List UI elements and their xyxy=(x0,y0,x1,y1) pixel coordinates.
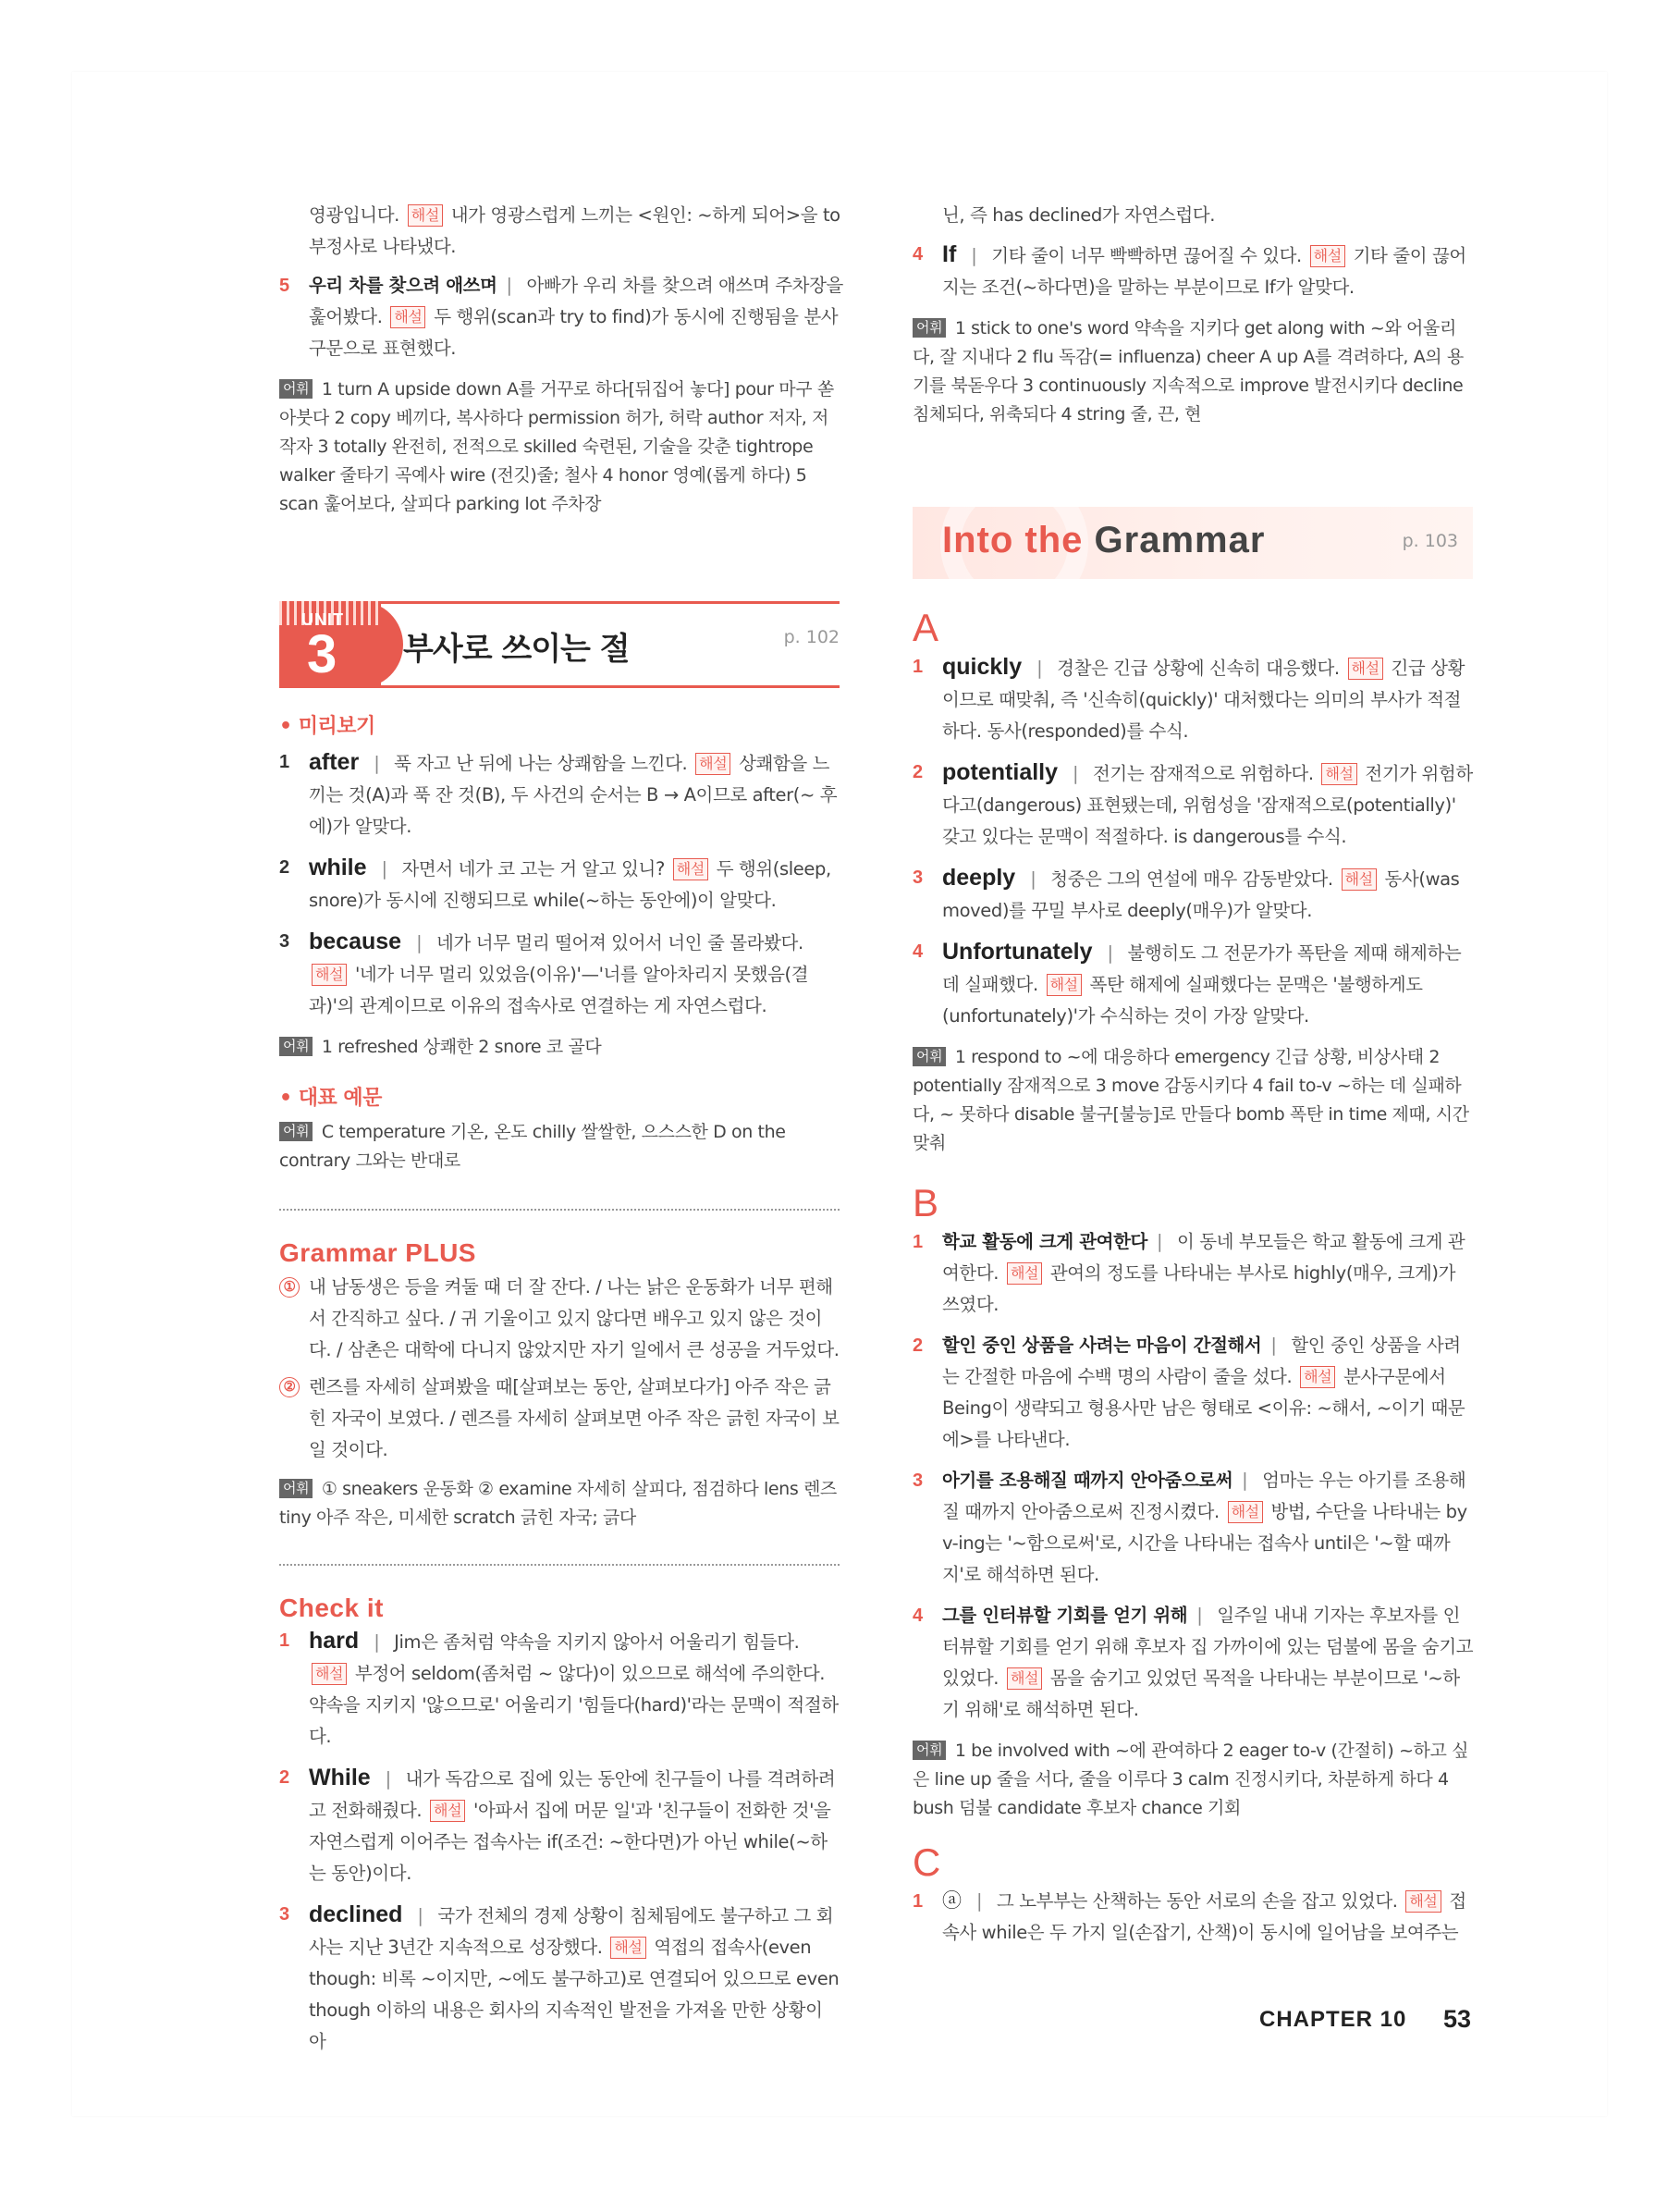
explanation: 전기가 위험하다고(dangerous) 표현됐는데, 위험성을 '잠재적으로(potentially)' 갖고 있다는 문맥이 적절하다. is dangerous를 수식. xyxy=(942,763,1473,847)
item-number: 5 xyxy=(279,276,289,296)
unit-page-ref: p. 102 xyxy=(783,627,840,647)
explanation-tag: 해설 xyxy=(1348,658,1383,680)
check-item-3: 3 declined | 국가 전체의 경제 상황이 침체됨에도 불구하고 그 회사는 지난 3년간 지속적으로 성장했다. 해설 역접의 접속사(even though: 비록 ~이지만, ~에도 불구하고)로 연결되어 있으므로 even though 이하의 내용은 회사의 지속적인 발전을 가져올 만한 상황이 아 xyxy=(279,1901,840,2052)
translation: 기타 줄이 너무 빡빡하면 끊어질 수 있다. xyxy=(991,245,1302,266)
preview-item-2: 2 while | 자면서 네가 코 고는 거 알고 있니? 해설 두 행위(sleep, snore)가 동시에 진행되므로 while(~하는 동안에)이 알맞다. xyxy=(279,855,831,911)
explanation-tag: 해설 xyxy=(610,1937,645,1959)
vocab-block xyxy=(279,1118,843,1175)
vocab-text: 1 refreshed 상쾌한 2 snore 코 골다 xyxy=(321,1037,602,1057)
vocab-tag: 어휘 xyxy=(913,1741,946,1760)
answer: declined xyxy=(309,1901,403,1927)
right-column xyxy=(913,200,1475,429)
explanation-tag: 해설 xyxy=(1310,245,1345,267)
explanation: 부정어 seldom(좀처럼 ~ 않다)이 있으므로 해석에 주의한다. 약속을 지키지 '않으므로' 어울리기 '힘들다(hard)'라는 문맥이 적절하다. xyxy=(309,1663,839,1747)
vocab-block xyxy=(913,314,1475,429)
right-exercises xyxy=(913,607,1475,1949)
translation: 엄마는 우는 아기를 조용해질 때까지 안아줌으로써 진정시켰다. xyxy=(942,1470,1466,1522)
explanation: 폭탄 해제에 실패했다는 문맥은 '불행하게도(unfortunately)'가 수식하는 것이 가장 알맞다. xyxy=(942,974,1423,1027)
continued-paragraph: 닌, 즉 has declined가 자연스럽다. xyxy=(942,204,1216,226)
text: 내가 영광스럽게 느끼는 <원인: ~하게 되어>을 to부정사로 나타냈다. xyxy=(309,204,840,257)
check-item-1: 1 hard | Jim은 좀처럼 약속을 지키지 않아서 어울리기 힘들다. 해설 부정어 seldom(좀처럼 ~ 않다)이 있으므로 해석에 주의한다. 약속을 지키지 '않으므로' 어울리기 '힘들다(hard)'라는 문맥이 적절하다. xyxy=(279,1628,839,1747)
into-the-grammar-banner xyxy=(913,507,1473,579)
translation: 국가 전체의 경제 상황이 침체됨에도 불구하고 그 회사는 지난 3년간 지속적으로 성장했다. xyxy=(309,1905,834,1958)
translation: 내 남동생은 등을 켜둘 때 더 잘 잔다. / 나는 낡은 운동화가 너무 편해서 간직하고 싶다. / 귀 기울이고 있지 않다면 배우고 있지 않은 것이다. / 삼촌은 대학에 다니지 않았지만 자기 일에서 큰 성공을 거두었다. xyxy=(309,1276,840,1360)
check-item-2: 2 While | 내가 독감으로 집에 있는 동안에 친구들이 나를 격려하려고 전화해줬다. 해설 '아파서 집에 머문 일'과 '친구들이 전화한 것'을 자연스럽게 이어주는 접속사는 if(조건: ~한다면)가 아닌 while(~하는 동안)이다. xyxy=(279,1765,836,1884)
vocab-block xyxy=(279,1033,843,1062)
footer-chapter: CHAPTER 10 xyxy=(1259,2007,1407,2032)
a-item-1: 1 quickly | 경찰은 긴급 상황에 신속히 대응했다. 해설 긴급 상황이므로 때맞춰, 즉 '신속히(quickly)' 대처했다는 의미의 부사가 적절하다. 동사(responded)를 수식. xyxy=(913,654,1465,742)
explanation-tag: 해설 xyxy=(408,204,443,227)
answer: because xyxy=(309,929,402,954)
explanation: 두 행위(scan과 try to find)가 동시에 진행됨을 분사구문으로 표현했다. xyxy=(309,306,839,359)
circle-two-icon: ② xyxy=(279,1377,300,1397)
explanation: 관여의 정도를 나타내는 부사로 highly(매우, 크게)가 쓰였다. xyxy=(942,1262,1456,1315)
translation: 렌즈를 자세히 살펴봤을 때[살펴보는 동안, 살펴보다가] 아주 작은 긁힌 자국이 보였다. / 렌즈를 자세히 살펴보면 아주 작은 긁힌 자국이 보일 것이다. xyxy=(309,1376,840,1460)
section-letter-b: B xyxy=(913,1181,939,1224)
text: 영광입니다. xyxy=(309,204,399,226)
answer: after xyxy=(309,749,360,775)
answer: potentially xyxy=(942,759,1059,785)
vocab-text: C temperature 기온, 온도 chilly 쌀쌀한, 으스스한 D on the contrary 그와는 반대로 xyxy=(279,1122,786,1171)
explanation-tag: 해설 xyxy=(312,1663,347,1685)
a-item-3: 3 deeply | 청중은 그의 연설에 매우 감동받았다. 해설 동사(was moved)를 꾸밀 부사로 deeply(매우)가 알맞다. xyxy=(913,865,1460,921)
explanation: 동사(was moved)를 꾸밀 부사로 deeply(매우)가 알맞다. xyxy=(942,868,1460,921)
vocab-tag: 어휘 xyxy=(279,379,313,399)
b-item-2: 2 할인 중인 상품을 사려는 마음이 간절해서 | 할인 중인 상품을 사려는 간절한 마음에 수백 명의 사람이 줄을 섰다. 해설 분사구문에서 Being이 생략되고 형용사만 남은 형태로 <이유: ~해서, ~이기 때문에>를 나타낸다. xyxy=(913,1335,1465,1450)
answer: Unfortunately xyxy=(942,939,1093,965)
banner-title-part-2: Grammar xyxy=(1094,520,1266,560)
banner-title-part-1: Into the xyxy=(942,520,1084,560)
answer: 할인 중인 상품을 사려는 마음이 간절해서 xyxy=(942,1335,1262,1356)
b-item-4: 4 그를 인터뷰할 기회를 얻기 위해 | 일주일 내내 기자는 후보자를 인터뷰할 기회를 얻기 위해 후보자 집 가까이에 있는 덤불에 몸을 숨기고 있었다. 해설 몸을 숨기고 있었던 목적을 나타내는 부분이므로 '~하기 위해'로 해석하면 된다. xyxy=(913,1605,1474,1720)
explanation-tag: 해설 xyxy=(312,964,347,986)
translation: 그 노부부는 산책하는 동안 서로의 손을 잡고 있었다. xyxy=(996,1890,1398,1912)
check-item-4: 4 If | 기타 줄이 너무 빡빡하면 끊어질 수 있다. 해설 기타 줄이 끊어지는 조건(~하다면)을 말하는 부분이므로 If가 알맞다. xyxy=(913,241,1466,298)
grammar-plus-heading: Grammar PLUS xyxy=(279,1238,476,1267)
translation: 네가 너무 멀리 떨어져 있어서 너인 줄 몰라봤다. xyxy=(436,932,803,954)
explanation-tag: 해설 xyxy=(1321,763,1356,785)
vocab-tag: 어휘 xyxy=(913,318,946,338)
answer: quickly xyxy=(942,654,1023,680)
explanation-tag: 해설 xyxy=(390,306,425,328)
vocab-tag: 어휘 xyxy=(279,1037,313,1056)
translation: 자면서 네가 코 고는 거 알고 있니? xyxy=(401,858,665,880)
unit-number: 3 xyxy=(307,624,337,684)
answer: hard xyxy=(309,1628,360,1654)
translation: 푹 자고 난 뒤에 나는 상쾌함을 느낀다. xyxy=(394,753,688,774)
preview-item-3: 3 because | 네가 너무 멀리 떨어져 있어서 너인 줄 몰라봤다. 해설 '네가 너무 멀리 있었음(이유)'—'너를 알아차리지 못했음(결과)'의 관계이므로 이유의 접속사로 연결하는 게 자연스럽다. xyxy=(279,929,809,1016)
answer: 아기를 조용해질 때까지 안아줌으로써 xyxy=(942,1470,1233,1491)
answer: If xyxy=(942,241,957,267)
b-item-3: 3 아기를 조용해질 때까지 안아줌으로써 | 엄마는 우는 아기를 조용해질 때까지 안아줌으로써 진정시켰다. 해설 방법, 수단을 나타내는 by v-ing는 '~함으로써'로, 시간을 나타내는 접속사 until은 '~할 때까지'로 해석하면 된다. xyxy=(913,1470,1467,1585)
explanation-tag: 해설 xyxy=(1342,868,1377,891)
explanation: 두 행위(sleep, snore)가 동시에 진행되므로 while(~하는 동안에)이 알맞다. xyxy=(309,858,831,911)
unit-content xyxy=(279,710,843,2058)
explanation-tag: 해설 xyxy=(1007,1262,1042,1285)
explanation-tag: 해설 xyxy=(1007,1667,1042,1690)
dotted-divider xyxy=(279,1209,840,1211)
vocab-block xyxy=(279,1475,843,1532)
explanation-tag: 해설 xyxy=(673,858,708,880)
banner-title xyxy=(942,520,1265,561)
continued-paragraph xyxy=(279,200,843,263)
translation: 할인 중인 상품을 사려는 간절한 마음에 수백 명의 사람이 줄을 섰다. xyxy=(942,1335,1461,1387)
b-item-1: 1 학교 활동에 크게 관여한다 | 이 동네 부모들은 학교 활동에 크게 관여한다. 해설 관여의 정도를 나타내는 부사로 highly(매우, 크게)가 쓰였다. xyxy=(913,1231,1465,1315)
answer: ⓐ xyxy=(942,1890,962,1912)
vocab-tag: 어휘 xyxy=(279,1479,313,1498)
explanation-tag: 해설 xyxy=(1047,974,1082,996)
translation: 내가 독감으로 집에 있는 동안에 친구들이 나를 격려하려고 전화해줬다. xyxy=(309,1768,836,1821)
explanation: 방법, 수단을 나타내는 by v-ing는 '~함으로써'로, 시간을 나타내는 접속사 until은 '~할 때까지'로 해석하면 된다. xyxy=(942,1501,1467,1585)
grammar-plus-2 xyxy=(279,1372,843,1466)
dotted-divider xyxy=(279,1564,840,1566)
answer: While xyxy=(309,1765,371,1790)
translation: 아빠가 우리 차를 찾으려 애쓰며 주차장을 훑어봤다. xyxy=(309,275,843,327)
vocab-text: 1 stick to one's word 약속을 지키다 get along with ~와 어울리다, 잘 지내다 2 flu 독감(= influenza) cheer A up A를 격려하다, A의 용기를 북돋우다 3 continuously 지속적으로 improve 발전시키다 decline 침체되다, 위축되다 4 string 줄, 끈, 현 xyxy=(913,318,1464,424)
unit-label: UNIT xyxy=(301,610,344,629)
explanation: 분사구문에서 Being이 생략되고 형용사만 남은 형태로 <이유: ~해서, ~이기 때문에>를 나타낸다. xyxy=(942,1366,1465,1450)
answer: 학교 활동에 크게 관여한다 xyxy=(942,1231,1147,1252)
explanation: 접속사 while은 두 가지 일(손잡기, 산책)이 동시에 일어남을 보여주는 xyxy=(942,1890,1466,1943)
explanation-tag: 해설 xyxy=(1405,1890,1441,1913)
vocab-text: 1 be involved with ~에 관여하다 2 eager to-v (간절히) ~하고 싶은 line up 줄을 서다, 줄을 이루다 3 calm 진정시키다, 차분하게 하다 4 bush 덤불 candidate 후보자 chance 기회 xyxy=(913,1741,1469,1818)
unit-header xyxy=(279,601,840,688)
explanation: 몸을 숨기고 있었던 목적을 나타내는 부분이므로 '~하기 위해'로 해석하면 된다. xyxy=(942,1667,1460,1720)
check-it-heading: Check it xyxy=(279,1593,384,1622)
page-number: 53 xyxy=(1443,2005,1472,2033)
unit-title: 부사로 쓰이는 절 xyxy=(403,631,630,668)
translation: 불행히도 그 전문가가 폭탄을 제때 해제하는 데 실패했다. xyxy=(942,942,1462,995)
vocab-text: 1 respond to ~에 대응하다 emergency 긴급 상황, 비상사태 2 potentially 잠재적으로 3 move 감동시키다 4 fail to-v ~하는 데 실패하다, ~ 못하다 disable 불구[불능]로 만들다 bomb 폭탄 in time 제때, 시간 맞춰 xyxy=(913,1047,1469,1153)
translation: 전기는 잠재적으로 위험하다. xyxy=(1093,763,1314,784)
answer-item-5: 5 우리 차를 찾으려 애쓰며 | 아빠가 우리 차를 찾으려 애쓰며 주차장을 훑어봤다. 해설 두 행위(scan과 try to find)가 동시에 진행됨을 분사구문으로 표현했다. xyxy=(279,270,843,364)
explanation-tag: 해설 xyxy=(695,753,730,775)
explanation: 기타 줄이 끊어지는 조건(~하다면)을 말하는 부분이므로 If가 알맞다. xyxy=(942,245,1466,298)
left-column xyxy=(279,200,843,519)
grammar-plus-1 xyxy=(279,1272,843,1366)
answer: 그를 인터뷰할 기회를 얻기 위해 xyxy=(942,1605,1188,1626)
c-item-1: 1 ⓐ | 그 노부부는 산책하는 동안 서로의 손을 잡고 있었다. 해설 접속사 while은 두 가지 일(손잡기, 산책)이 동시에 일어남을 보여주는 xyxy=(913,1890,1466,1943)
explanation-tag: 해설 xyxy=(1300,1366,1335,1388)
section-letter-c: C xyxy=(913,1840,941,1884)
vocab-block xyxy=(913,1043,1475,1158)
section-letter-a: A xyxy=(913,606,939,649)
explanation: 역접의 접속사(even though: 비록 ~이지만, ~에도 불구하고)로 연결되어 있으므로 even though 이하의 내용은 회사의 지속적인 발전을 가져올 만한 상황이 아 xyxy=(309,1937,840,2052)
a-item-2: 2 potentially | 전기는 잠재적으로 위험하다. 해설 전기가 위험하다고(dangerous) 표현됐는데, 위험성을 '잠재적으로(potentially)' 갖고 있다는 문맥이 적절하다. is dangerous를 수식. xyxy=(913,759,1473,847)
translation: 청중은 그의 연설에 매우 감동받았다. xyxy=(1050,868,1333,890)
answer: deeply xyxy=(942,865,1016,891)
vocab-block xyxy=(913,1737,1475,1823)
example-heading: • 대표 예문 xyxy=(279,1087,382,1110)
vocab-text: ① sneakers 운동화 ② examine 자세히 살피다, 점검하다 lens 렌즈 tiny 아주 작은, 미세한 scratch 긁힌 자국; 긁다 xyxy=(279,1479,837,1528)
explanation-tag: 해설 xyxy=(430,1800,465,1822)
explanation: '네가 너무 멀리 있었음(이유)'—'너를 알아차리지 못했음(결과)'의 관계이므로 이유의 접속사로 연결하는 게 자연스럽다. xyxy=(309,964,809,1016)
vocab-tag: 어휘 xyxy=(913,1047,946,1066)
answer: 우리 차를 찾으려 애쓰며 xyxy=(309,275,497,296)
explanation: '아파서 집에 머문 일'과 '친구들이 전화한 것'을 자연스럽게 이어주는 접속사는 if(조건: ~한다면)가 아닌 while(~하는 동안)이다. xyxy=(309,1800,831,1884)
vocab-text: 1 turn A upside down A를 거꾸로 하다[뒤집어 놓다] pour 마구 쏟아붓다 2 copy 베끼다, 복사하다 permission 허가, 허락 author 저자, 저작자 3 totally 완전히, 전적으로 skilled 숙련된, 기술을 갖춘 tightrope walker 줄타기 곡예사 wire (전깃)줄; 철사 4 honor 영예(롭게 하다) 5 scan 훑어보다, 살피다 parking lot 주차장 xyxy=(279,379,834,514)
translation: 경찰은 긴급 상황에 신속히 대응했다. xyxy=(1057,658,1340,679)
explanation: 상쾌함을 느끼는 것(A)과 푹 잔 것(B), 두 사건의 순서는 B → A이므로 after(~ 후에)가 알맞다. xyxy=(309,753,838,837)
a-item-4: 4 Unfortunately | 불행히도 그 전문가가 폭탄을 제때 해제하는 데 실패했다. 해설 폭탄 해제에 실패했다는 문맥은 '불행하게도(unfortunately)'가 수식하는 것이 가장 알맞다. xyxy=(913,939,1462,1027)
explanation: 긴급 상황이므로 때맞춰, 즉 '신속히(quickly)' 대처했다는 의미의 부사가 적절하다. 동사(responded)를 수식. xyxy=(942,658,1465,742)
preview-item-1: 1 after | 푹 자고 난 뒤에 나는 상쾌함을 느낀다. 해설 상쾌함을 느끼는 것(A)과 푹 잔 것(B), 두 사건의 순서는 B → A이므로 after(~ 후에)가 알맞다. xyxy=(279,749,838,837)
translation: Jim은 좀처럼 약속을 지키지 않아서 어울리기 힘들다. xyxy=(394,1631,800,1653)
vocab-tag: 어휘 xyxy=(279,1122,313,1141)
translation: 일주일 내내 기자는 후보자를 인터뷰할 기회를 얻기 위해 후보자 집 가까이에 있는 덤불에 몸을 숨기고 있었다. xyxy=(942,1605,1474,1689)
translation: 이 동네 부모들은 학교 활동에 크게 관여한다. xyxy=(942,1231,1465,1284)
banner-page-ref: p. 103 xyxy=(1402,531,1458,551)
circle-one-icon: ① xyxy=(279,1277,300,1298)
answer: while xyxy=(309,855,367,880)
preview-heading: • 미리보기 xyxy=(279,715,375,738)
explanation-tag: 해설 xyxy=(1228,1501,1263,1523)
vocab-block xyxy=(279,375,843,519)
